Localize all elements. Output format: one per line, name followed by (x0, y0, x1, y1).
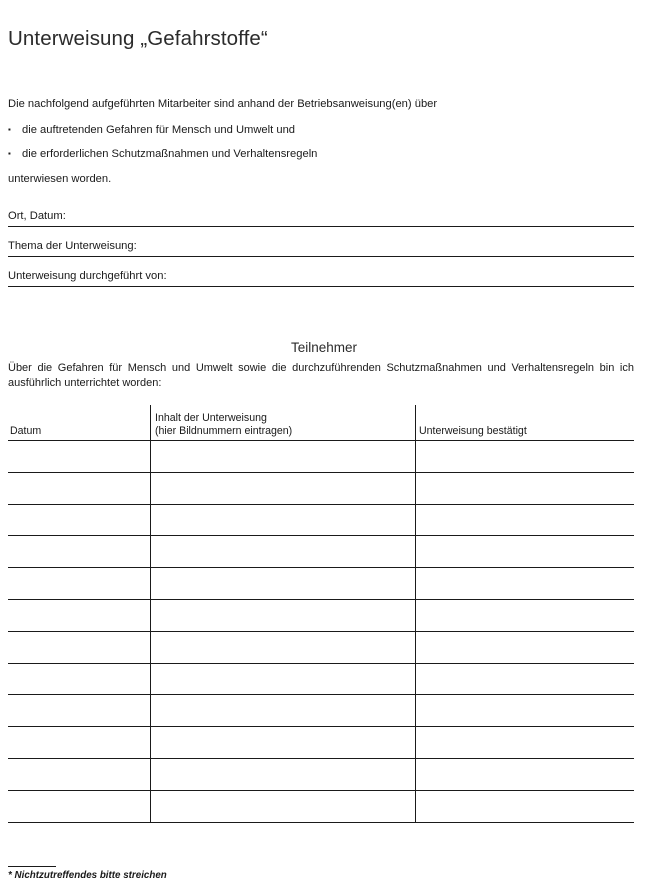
table-cell-bestaetigt[interactable] (415, 473, 634, 504)
table-cell-inhalt[interactable] (150, 727, 415, 758)
table-cell-bestaetigt[interactable] (415, 664, 634, 695)
table-cell-bestaetigt[interactable] (415, 727, 634, 758)
square-bullet-icon: ▪ (8, 125, 11, 134)
table-cell-bestaetigt[interactable] (415, 568, 634, 599)
intro-block (8, 97, 632, 186)
table-cell-bestaetigt[interactable] (415, 536, 634, 567)
table-cell-bestaetigt[interactable] (415, 695, 634, 726)
table-cell-datum[interactable] (8, 568, 150, 599)
list-item-label: die erforderlichen Schutzmaßnahmen und Verhaltensregeln (22, 148, 318, 160)
table-cell-datum[interactable] (8, 505, 150, 536)
table-cell-datum[interactable] (8, 600, 150, 631)
square-bullet-icon: ▪ (8, 149, 11, 158)
table-cell-datum[interactable] (8, 473, 150, 504)
participants-table (8, 405, 634, 823)
footnote-divider (8, 866, 56, 867)
table-cell-inhalt[interactable] (150, 759, 415, 790)
section-heading-teilnehmer: Teilnehmer (290, 340, 358, 356)
table-cell-inhalt[interactable] (150, 695, 415, 726)
table-row[interactable] (8, 632, 634, 664)
table-cell-datum[interactable] (8, 536, 150, 567)
table-row[interactable] (8, 441, 634, 473)
table-column-header-inhalt-line2: (hier Bildnummern eintragen) (155, 425, 293, 437)
table-row[interactable] (8, 695, 634, 727)
footnote-text: * Nichtzutreffendes bitte streichen (8, 870, 167, 881)
table-cell-inhalt[interactable] (150, 600, 415, 631)
table-cell-datum[interactable] (8, 727, 150, 758)
table-cell-inhalt[interactable] (150, 505, 415, 536)
table-column-divider (415, 405, 416, 441)
table-row[interactable] (8, 759, 634, 791)
table-column-divider (150, 405, 151, 441)
page-title: Unterweisung „Gefahrstoffe“ (8, 26, 268, 50)
field-ort-datum[interactable] (8, 209, 634, 227)
field-thema-der-unterweisung-label: Thema der Unterweisung: (8, 240, 137, 252)
table-cell-datum[interactable] (8, 759, 150, 790)
field-unterweisung-durchgefuehrt-von[interactable] (8, 269, 634, 287)
table-cell-inhalt[interactable] (150, 568, 415, 599)
participants-declaration-text: Über die Gefahren für Mensch und Umwelt sowie die durchzuführenden Schutzmaßnahmen und Verhaltensregeln bin ich ausführlich unterrichtet worden: (8, 362, 634, 389)
table-cell-bestaetigt[interactable] (415, 600, 634, 631)
list-item (8, 123, 632, 137)
table-row[interactable] (8, 600, 634, 632)
field-ort-datum-label: Ort, Datum: (8, 210, 66, 222)
table-cell-datum[interactable] (8, 791, 150, 822)
table-column-header-inhalt (155, 412, 292, 438)
table-row[interactable] (8, 568, 634, 600)
table-row[interactable] (8, 505, 634, 537)
table-cell-inhalt[interactable] (150, 441, 415, 472)
table-header-row (8, 405, 634, 441)
table-row[interactable] (8, 664, 634, 696)
intro-lead-text: Die nachfolgend aufgeführten Mitarbeiter sind anhand der Betriebsanweisung(en) über (8, 98, 438, 110)
table-cell-bestaetigt[interactable] (415, 441, 634, 472)
list-item-label: die auftretenden Gefahren für Mensch und Umwelt und (22, 124, 296, 136)
table-cell-inhalt[interactable] (150, 473, 415, 504)
table-cell-bestaetigt[interactable] (415, 505, 634, 536)
table-row[interactable] (8, 536, 634, 568)
table-cell-bestaetigt[interactable] (415, 632, 634, 663)
table-row[interactable] (8, 791, 634, 823)
table-cell-bestaetigt[interactable] (415, 759, 634, 790)
table-cell-datum[interactable] (8, 695, 150, 726)
table-column-header-inhalt-line1: Inhalt der Unterweisung (155, 412, 267, 424)
table-row[interactable] (8, 473, 634, 505)
table-cell-datum[interactable] (8, 664, 150, 695)
table-row[interactable] (8, 727, 634, 759)
field-thema-der-unterweisung[interactable] (8, 239, 634, 257)
table-cell-datum[interactable] (8, 632, 150, 663)
table-cell-bestaetigt[interactable] (415, 791, 634, 822)
table-cell-inhalt[interactable] (150, 791, 415, 822)
intro-closing-text: unterwiesen worden. (8, 173, 112, 185)
table-cell-inhalt[interactable] (150, 536, 415, 567)
table-cell-inhalt[interactable] (150, 632, 415, 663)
field-unterweisung-durchgefuehrt-von-label: Unterweisung durchgeführt von: (8, 270, 167, 282)
list-item (8, 147, 632, 161)
footnote (8, 866, 408, 882)
table-body (8, 441, 634, 823)
table-column-header-datum: Datum (10, 425, 42, 437)
hazard-bullet-list (8, 123, 632, 161)
table-cell-inhalt[interactable] (150, 664, 415, 695)
table-column-header-bestaetigt: Unterweisung bestätigt (419, 425, 527, 437)
table-cell-datum[interactable] (8, 441, 150, 472)
